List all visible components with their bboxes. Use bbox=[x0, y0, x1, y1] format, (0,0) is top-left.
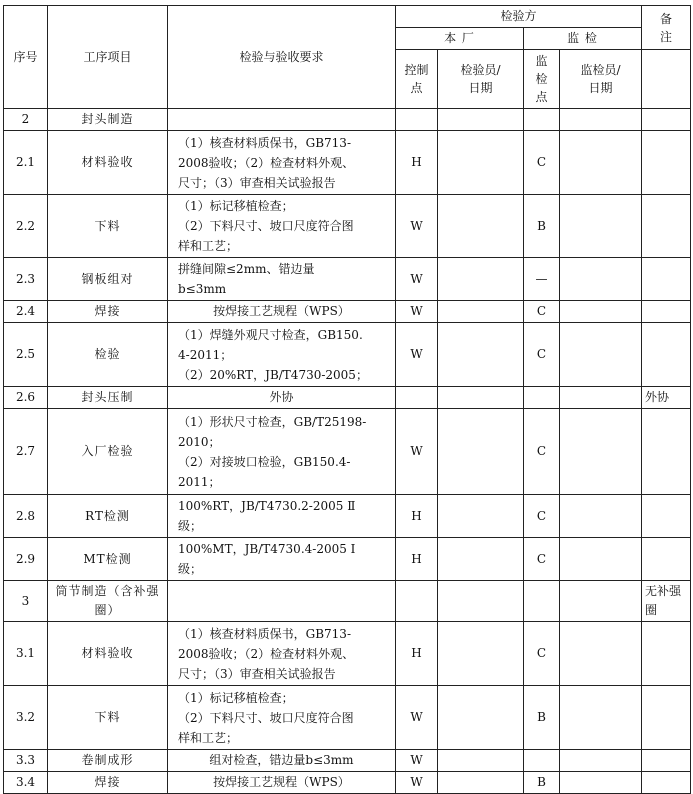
requirement-line: （1）标记移植检查； bbox=[178, 690, 294, 705]
cell-supervisor-date bbox=[560, 772, 642, 794]
cell-requirement bbox=[168, 109, 396, 131]
requirement-line: （1）形状尺寸检查，GB/T25198- bbox=[178, 414, 367, 429]
requirement-line: （1）核查材料质保书，GB713- bbox=[178, 135, 351, 150]
cell-remark bbox=[642, 772, 691, 794]
cell-seq: 2 bbox=[4, 109, 48, 131]
requirement-line: 100%MT，JB/T4730.4-2005 Ⅰ bbox=[178, 542, 356, 556]
cell-remark bbox=[642, 301, 691, 323]
requirement-line: 2011； bbox=[178, 474, 221, 489]
cell-supervision-point bbox=[524, 387, 560, 409]
cell-requirement bbox=[168, 581, 396, 622]
requirement-line: 按焊接工艺规程（WPS） bbox=[213, 304, 350, 318]
cell-supervision-point: C bbox=[524, 323, 560, 387]
cell-supervision-point bbox=[524, 581, 560, 622]
requirement-line: 样和工艺； bbox=[178, 730, 239, 745]
requirement-line: （1）焊缝外观尺寸检查，GB150. bbox=[178, 327, 363, 342]
cell-inspector-date bbox=[438, 258, 524, 301]
cell-requirement bbox=[168, 409, 396, 495]
cell-seq: 3.4 bbox=[4, 772, 48, 794]
header-supervision: 监 检 bbox=[524, 28, 642, 50]
cell-supervisor-date bbox=[560, 387, 642, 409]
requirement-line: （2）对接坡口检验，GB150.4- bbox=[178, 454, 351, 469]
requirement-line: 级； bbox=[178, 562, 203, 576]
cell-requirement bbox=[168, 538, 396, 581]
cell-requirement bbox=[168, 387, 396, 409]
cell-remark bbox=[642, 323, 691, 387]
cell-inspector-date bbox=[438, 750, 524, 772]
cell-control-point bbox=[396, 387, 438, 409]
requirement-line: 4-2011； bbox=[178, 347, 233, 362]
header-seq: 序号 bbox=[4, 6, 48, 109]
cell-seq: 2.4 bbox=[4, 301, 48, 323]
header-inspector-date: 检验员/ 日期 bbox=[438, 50, 524, 109]
cell-inspector-date bbox=[438, 772, 524, 794]
cell-requirement bbox=[168, 622, 396, 686]
cell-supervisor-date bbox=[560, 538, 642, 581]
header-remark-blank bbox=[642, 50, 691, 109]
cell-control-point bbox=[396, 109, 438, 131]
cell-seq: 2.7 bbox=[4, 409, 48, 495]
cell-remark bbox=[642, 195, 691, 258]
cell-seq: 2.9 bbox=[4, 538, 48, 581]
cell-process: 封头压制 bbox=[48, 387, 168, 409]
cell-supervisor-date bbox=[560, 750, 642, 772]
cell-remark bbox=[642, 750, 691, 772]
cell-requirement bbox=[168, 772, 396, 794]
header-inspector-group: 检验方 bbox=[396, 6, 642, 28]
header-requirement: 检验与验收要求 bbox=[168, 6, 396, 109]
cell-seq: 3 bbox=[4, 581, 48, 622]
table-row bbox=[4, 622, 691, 686]
cell-inspector-date bbox=[438, 109, 524, 131]
cell-supervisor-date bbox=[560, 686, 642, 750]
cell-supervisor-date bbox=[560, 301, 642, 323]
requirement-line: （2）下料尺寸、坡口尺度符合图 bbox=[178, 710, 354, 725]
cell-inspector-date bbox=[438, 495, 524, 538]
cell-requirement bbox=[168, 323, 396, 387]
table-row bbox=[4, 323, 691, 387]
table-row bbox=[4, 109, 691, 131]
cell-process: 焊接 bbox=[48, 301, 168, 323]
table-row bbox=[4, 750, 691, 772]
cell-requirement bbox=[168, 495, 396, 538]
inspection-table bbox=[3, 5, 691, 794]
requirement-line: 尺寸；（3）审查相关试验报告 bbox=[178, 666, 336, 681]
requirement-line: 2010； bbox=[178, 434, 221, 449]
cell-seq: 2.8 bbox=[4, 495, 48, 538]
cell-inspector-date bbox=[438, 195, 524, 258]
table-row bbox=[4, 301, 691, 323]
cell-supervision-point: C bbox=[524, 495, 560, 538]
cell-remark bbox=[642, 409, 691, 495]
cell-supervisor-date bbox=[560, 131, 642, 195]
table-row bbox=[4, 409, 691, 495]
cell-supervision-point: B bbox=[524, 195, 560, 258]
header-supervision-point: 监 检 点 bbox=[524, 50, 560, 109]
requirement-line: （1）核查材料质保书，GB713- bbox=[178, 626, 351, 641]
table-row bbox=[4, 258, 691, 301]
cell-process: 材料验收 bbox=[48, 131, 168, 195]
cell-supervision-point: B bbox=[524, 772, 560, 794]
cell-supervisor-date bbox=[560, 323, 642, 387]
table-row bbox=[4, 195, 691, 258]
cell-control-point: W bbox=[396, 195, 438, 258]
cell-process: 筒节制造（含补强圈） bbox=[48, 581, 168, 622]
requirement-line: 外协 bbox=[269, 390, 294, 404]
cell-inspector-date bbox=[438, 581, 524, 622]
table-row bbox=[4, 495, 691, 538]
requirement-line: （2）下料尺寸、坡口尺度符合图 bbox=[178, 219, 354, 233]
cell-control-point: W bbox=[396, 323, 438, 387]
cell-supervision-point: C bbox=[524, 131, 560, 195]
cell-remark bbox=[642, 538, 691, 581]
cell-inspector-date bbox=[438, 622, 524, 686]
table-row bbox=[4, 131, 691, 195]
cell-process: 封头制造 bbox=[48, 109, 168, 131]
cell-inspector-date bbox=[438, 409, 524, 495]
requirement-line: 级； bbox=[178, 519, 203, 533]
cell-requirement bbox=[168, 686, 396, 750]
requirement-line: 2008验收；（2）检查材料外观、 bbox=[178, 646, 355, 661]
cell-supervisor-date bbox=[560, 622, 642, 686]
cell-seq: 2.2 bbox=[4, 195, 48, 258]
cell-inspector-date bbox=[438, 538, 524, 581]
cell-supervision-point bbox=[524, 109, 560, 131]
table-row bbox=[4, 581, 691, 622]
cell-seq: 2.5 bbox=[4, 323, 48, 387]
cell-seq: 2.3 bbox=[4, 258, 48, 301]
cell-process: RT检测 bbox=[48, 495, 168, 538]
cell-process: 下料 bbox=[48, 686, 168, 750]
table-row bbox=[4, 387, 691, 409]
header-factory: 本 厂 bbox=[396, 28, 524, 50]
cell-seq: 3.3 bbox=[4, 750, 48, 772]
requirement-line: 组对检查，错边量b≤3mm bbox=[209, 753, 354, 767]
requirement-line: 尺寸；（3）审查相关试验报告 bbox=[178, 175, 336, 190]
cell-supervisor-date bbox=[560, 581, 642, 622]
requirement-line: 2008验收；（2）检查材料外观、 bbox=[178, 155, 355, 170]
cell-process: MT检测 bbox=[48, 538, 168, 581]
cell-remark bbox=[642, 258, 691, 301]
cell-inspector-date bbox=[438, 131, 524, 195]
cell-remark bbox=[642, 686, 691, 750]
cell-process: 下料 bbox=[48, 195, 168, 258]
cell-control-point: H bbox=[396, 131, 438, 195]
cell-control-point: H bbox=[396, 622, 438, 686]
cell-seq: 2.6 bbox=[4, 387, 48, 409]
cell-supervisor-date bbox=[560, 495, 642, 538]
cell-seq: 3.1 bbox=[4, 622, 48, 686]
requirement-line: b≤3mm bbox=[178, 282, 227, 296]
cell-inspector-date bbox=[438, 387, 524, 409]
cell-seq: 3.2 bbox=[4, 686, 48, 750]
cell-remark bbox=[642, 622, 691, 686]
cell-remark bbox=[642, 495, 691, 538]
table-row bbox=[4, 772, 691, 794]
cell-supervision-point: C bbox=[524, 301, 560, 323]
requirement-line: 按焊接工艺规程（WPS） bbox=[213, 775, 350, 789]
cell-supervisor-date bbox=[560, 109, 642, 131]
header-remark: 备 注 bbox=[642, 6, 691, 50]
cell-process: 入厂检验 bbox=[48, 409, 168, 495]
cell-inspector-date bbox=[438, 323, 524, 387]
cell-control-point: H bbox=[396, 495, 438, 538]
requirement-line: 拼缝间隙≤2mm、错边量 bbox=[178, 262, 315, 276]
table-row bbox=[4, 686, 691, 750]
table-row bbox=[4, 538, 691, 581]
cell-requirement bbox=[168, 258, 396, 301]
cell-control-point: W bbox=[396, 686, 438, 750]
requirement-line: 样和工艺； bbox=[178, 239, 239, 253]
cell-supervision-point: C bbox=[524, 538, 560, 581]
cell-process: 焊接 bbox=[48, 772, 168, 794]
header-supervisor-date: 监检员/ 日期 bbox=[560, 50, 642, 109]
cell-requirement bbox=[168, 301, 396, 323]
cell-supervision-point bbox=[524, 750, 560, 772]
cell-control-point: W bbox=[396, 258, 438, 301]
cell-control-point: W bbox=[396, 409, 438, 495]
cell-requirement bbox=[168, 750, 396, 772]
requirement-line: 100%RT，JB/T4730.2-2005 Ⅱ bbox=[178, 499, 356, 513]
cell-supervision-point: C bbox=[524, 409, 560, 495]
cell-remark bbox=[642, 131, 691, 195]
cell-remark bbox=[642, 109, 691, 131]
cell-supervision-point: C bbox=[524, 622, 560, 686]
cell-control-point: W bbox=[396, 301, 438, 323]
cell-remark: 无补强圈 bbox=[642, 581, 691, 622]
requirement-line: （1）标记移植检查； bbox=[178, 199, 294, 213]
cell-requirement bbox=[168, 195, 396, 258]
cell-control-point: W bbox=[396, 750, 438, 772]
cell-seq: 2.1 bbox=[4, 131, 48, 195]
cell-supervision-point: — bbox=[524, 258, 560, 301]
requirement-line: （2）20%RT，JB/T4730-2005； bbox=[178, 367, 368, 382]
cell-control-point: W bbox=[396, 772, 438, 794]
cell-control-point: H bbox=[396, 538, 438, 581]
cell-process: 材料验收 bbox=[48, 622, 168, 686]
cell-supervisor-date bbox=[560, 258, 642, 301]
cell-inspector-date bbox=[438, 301, 524, 323]
cell-requirement bbox=[168, 131, 396, 195]
cell-supervisor-date bbox=[560, 409, 642, 495]
cell-remark: 外协 bbox=[642, 387, 691, 409]
cell-process: 检验 bbox=[48, 323, 168, 387]
cell-process: 钢板组对 bbox=[48, 258, 168, 301]
cell-process: 卷制成形 bbox=[48, 750, 168, 772]
cell-supervisor-date bbox=[560, 195, 642, 258]
header-process: 工序项目 bbox=[48, 6, 168, 109]
header-control-point: 控制 点 bbox=[396, 50, 438, 109]
cell-control-point bbox=[396, 581, 438, 622]
cell-supervision-point: B bbox=[524, 686, 560, 750]
cell-inspector-date bbox=[438, 686, 524, 750]
